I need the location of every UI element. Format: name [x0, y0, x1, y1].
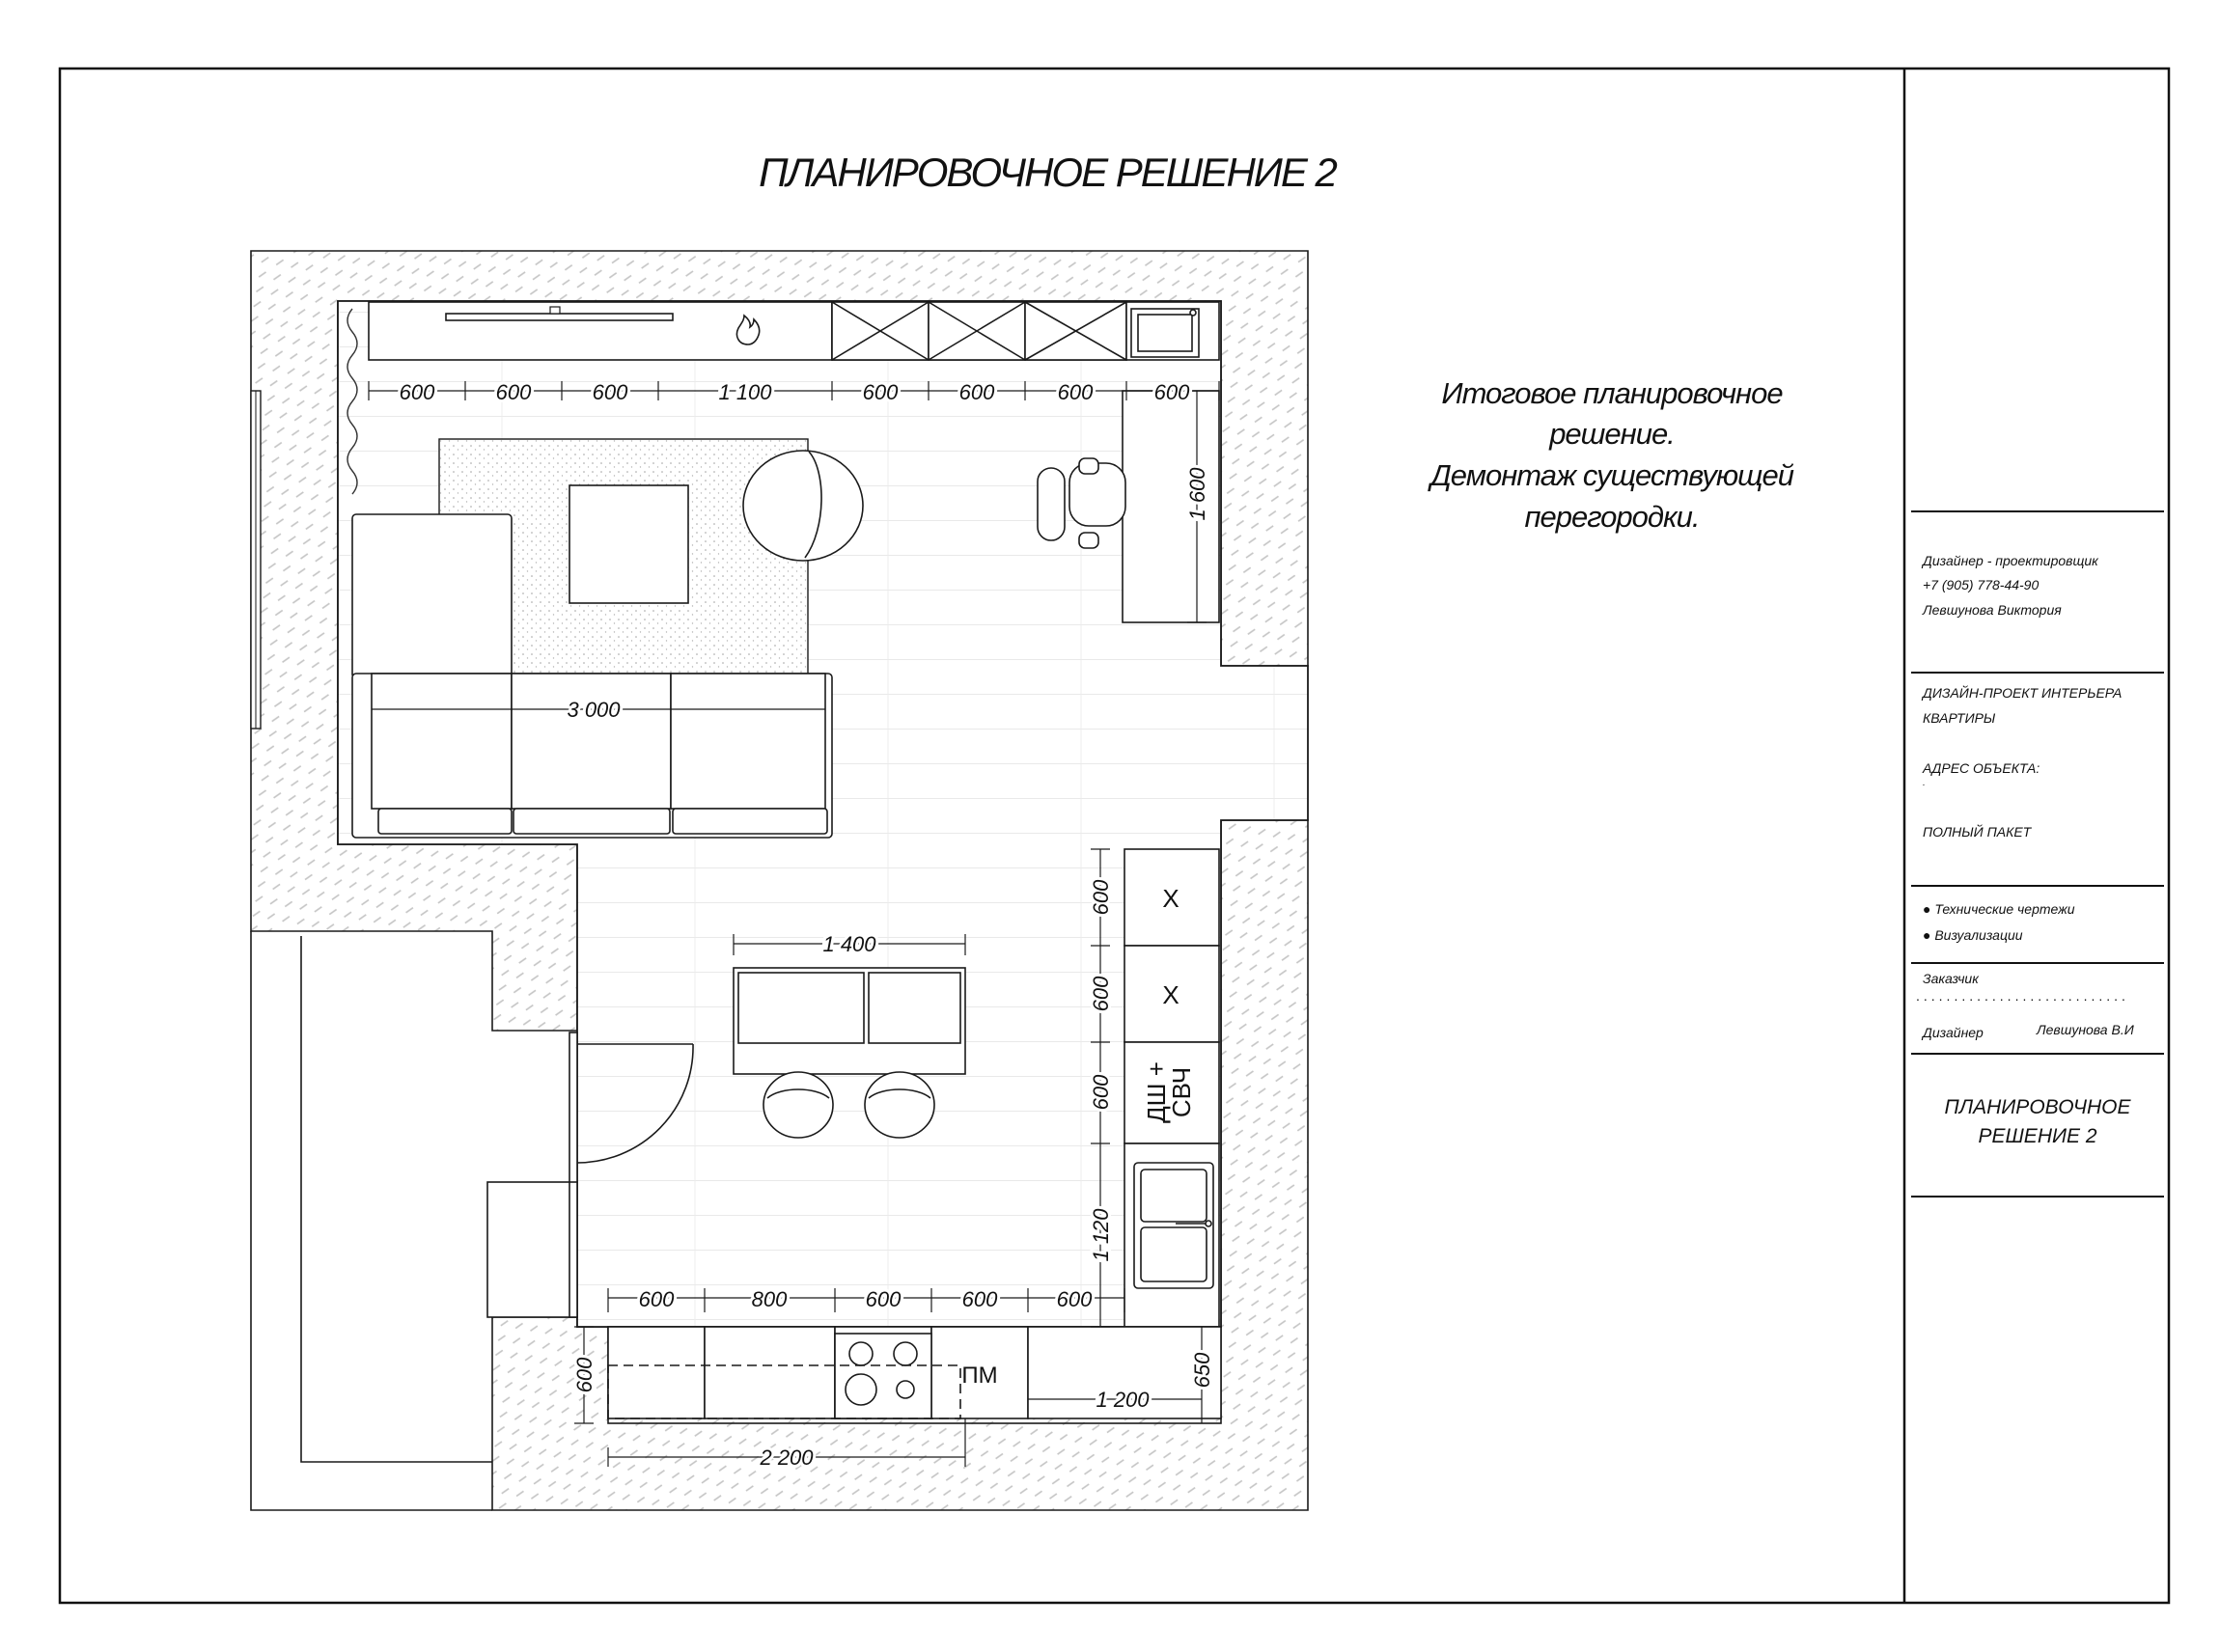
dim-right-1: 600: [1089, 879, 1113, 916]
dim-top-8: 600: [1153, 380, 1190, 404]
dim-desk-depth: 1 600: [1185, 467, 1209, 521]
dim-top-3: 600: [592, 380, 628, 404]
cabinet-mark-2: Х: [1162, 980, 1179, 1009]
top-cabinets: [369, 302, 1219, 360]
armchair-icon: [743, 451, 863, 561]
dim-sofa: 3 000: [567, 698, 621, 722]
stamp-client-label: Заказчик: [1923, 971, 1979, 986]
dim-top-7: 600: [1057, 380, 1094, 404]
cooktop: [835, 1334, 931, 1418]
stamp-project-line-2: КВАРТИРЫ: [1923, 710, 1996, 726]
dim-total: 2 200: [760, 1446, 814, 1470]
dim-return: 1 200: [1096, 1388, 1150, 1412]
dim-right-2: 600: [1089, 976, 1113, 1012]
dim-depth-right: 650: [1190, 1352, 1214, 1389]
dim-top-6: 600: [958, 380, 995, 404]
dim-bottom-5: 600: [1056, 1287, 1093, 1311]
note-line-2: решение.: [1549, 417, 1675, 451]
stamp-project-line-1: ДИЗАЙН-ПРОЕКТ ИНТЕРЬЕРА: [1923, 685, 2123, 701]
drawing-note: [1428, 376, 1794, 534]
small-sink: [1131, 309, 1199, 357]
dishwasher-label: ПМ: [961, 1363, 998, 1389]
dim-bottom-3: 600: [865, 1287, 902, 1311]
dim-bottom-2: 800: [751, 1287, 788, 1311]
stamp-contents-1: ● Технические чертежи: [1923, 901, 2075, 917]
dim-right-4: 1 120: [1089, 1208, 1113, 1262]
stamp-sheet-title-2: РЕШЕНИЕ 2: [1978, 1125, 2097, 1147]
stamp-designer-name: Левшунова Виктория: [1923, 602, 2062, 618]
stamp-designer-label: Дизайнер: [1923, 1025, 1984, 1040]
note-line-3: Демонтаж существующей: [1429, 458, 1794, 492]
stamp-designer-role: Дизайнер - проектировщик: [1923, 553, 2098, 568]
stamp-address-label: АДРЕС ОБЪЕКТА:: [1923, 760, 2040, 776]
appliance-label-1: ДШ +: [1142, 1061, 1171, 1123]
note-line-4: перегородки.: [1524, 500, 1700, 534]
cabinet-mark-1: Х: [1162, 884, 1179, 913]
stamp-contents-2: ● Визуализации: [1923, 927, 2023, 943]
stamp-sheet-title-1: ПЛАНИРОВОЧНОЕ: [1944, 1096, 2131, 1118]
note-line-1: Итоговое планировочное: [1441, 376, 1783, 410]
stamp-address-value: .: [1923, 778, 1926, 788]
drawing-title: ПЛАНИРОВОЧНОЕ РЕШЕНИЕ 2: [759, 150, 1336, 195]
dim-depth-left: 600: [572, 1357, 597, 1393]
island: [734, 968, 965, 1074]
appliance-label-2: СВЧ: [1167, 1066, 1196, 1118]
dim-top-2: 600: [495, 380, 532, 404]
stamp-phone: +7 (905) 778-44-90: [1923, 577, 2040, 592]
stamp-designer-sign: Левшунова В.И: [2037, 1022, 2134, 1037]
dim-top-1: 600: [399, 380, 435, 404]
dim-right-3: 600: [1089, 1074, 1113, 1111]
dim-island: 1 400: [822, 932, 876, 956]
dim-bottom-1: 600: [638, 1287, 675, 1311]
stamp-package: ПОЛНЫЙ ПАКЕТ: [1923, 824, 2032, 840]
dim-top-4: 1 100: [718, 380, 772, 404]
dim-bottom-4: 600: [961, 1287, 998, 1311]
coffee-table: [569, 485, 688, 603]
stamp-client-dots: ............................: [1916, 988, 2129, 1004]
dim-top-5: 600: [862, 380, 899, 404]
